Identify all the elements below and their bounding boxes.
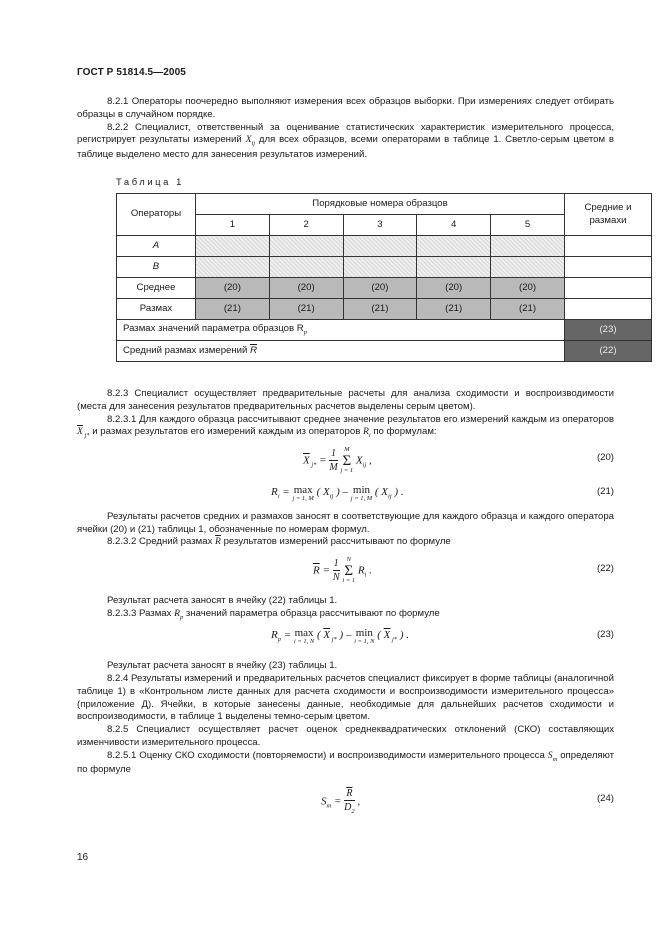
table-caption: Таблица 1: [116, 175, 184, 187]
paragraph-8-2-3: 8.2.3 Специалист осуществляет предварительные расчеты для анализа сходимости и воспроизводимости (места для занесения результатов предварительных расчетов выделены серым цветом).: [77, 388, 614, 412]
header-averages: Средние и размахи: [565, 194, 652, 236]
paragraph-8-2-4: 8.2.4 Результаты измерений и предварительных расчетов специалист фиксирует в форме таблицы (аналогичной таблице 1) в «Контрольном листе данных для расчета сходимости и воспроизводимости измерительного процесса» (приложение Д). Ячейки, в которые занесены данные, необходимые для дальнейших расчетов сходимости и воспроизводимости, в таблице 1 выделены темно-серым цветом.: [77, 673, 614, 723]
formula-24-number: (24): [596, 792, 614, 804]
formula-22-number: (22): [596, 563, 614, 575]
paragraph-8-2-2: 8.2.2 Специалист, ответственный за оценивание статистических характеристик измерительного процесса, регистрирует результаты измерений $X_{ij}$ для всех образцов, всеми операторами в таблице 1. Светло-серым цветом в таблице выделено место для занесения результатов измерений.: [77, 121, 615, 160]
cell-a-2: [269, 236, 343, 257]
paragraph-8-2-1: 8.2.1 Операторы поочередно выполняют измерения всех образцов выборки. При измерениях следует отбирать образцы в случайном порядке.: [77, 96, 614, 120]
paragraph-8-2-3-2: 8.2.3.2 Средний размах $\overline{R}$ результатов измерений рассчитывают по формуле: [107, 536, 451, 548]
paragraph-8-2-5-1: 8.2.5.1 Оценку СКО сходимости (повторяемости) и воспроизводимости измерительного процесса $S_m$ определяют по формуле: [77, 749, 614, 776]
range-cell-avg: [565, 299, 652, 320]
formula-22-expression: $\overline{R}$ = $\frac{1}{N}$ N Σ i = 1 $R_i$ .: [313, 556, 372, 585]
cell-b-1: [196, 257, 270, 278]
range-cell-4: (21): [417, 299, 491, 320]
symbol-sm: $S_m$: [547, 749, 558, 763]
rbar-value-cell: (22): [565, 341, 652, 362]
formula-20-number: (20): [596, 451, 614, 463]
document-header: ГОСТ Р 51814.5—2005: [77, 67, 186, 78]
formula-23: [77, 626, 614, 656]
page-content: [77, 92, 632, 831]
row-rp-label: Размах значений параметра образцов $R_p$: [117, 320, 565, 341]
paragraph-result-23: Результат расчета заносят в ячейку (23) таблицы 1.: [107, 660, 338, 672]
symbol-ri: $R_i$: [362, 426, 371, 440]
sample-num-4: 4: [417, 215, 491, 236]
symbol-xij: $X_{ij}$: [245, 134, 256, 148]
range-cell-2: (21): [269, 299, 343, 320]
cell-b-3: [343, 257, 417, 278]
range-cell-1: (21): [196, 299, 270, 320]
paragraph-8-2-5: 8.2.5 Специалист осуществляет расчет оценок среднеквадратических отклонений (СКО) составляющих изменчивости измерительного процесса.: [77, 724, 614, 748]
page-number: 16: [77, 852, 89, 863]
mean-cell-1: (20): [196, 278, 270, 299]
formula-20: [77, 445, 614, 479]
rp-value-cell: (23): [565, 320, 652, 341]
mean-cell-3: (20): [343, 278, 417, 299]
paragraph-result-22: Результат расчета заносят в ячейку (22) таблицы 1.: [107, 595, 338, 607]
cell-a-5: [491, 236, 565, 257]
sample-num-5: 5: [491, 215, 565, 236]
cell-a-1: [196, 236, 270, 257]
mean-cell-4: (20): [417, 278, 491, 299]
cell-b-5: [491, 257, 565, 278]
symbol-xbar-j: $\overline{X}$ $_{j*}$: [77, 426, 90, 440]
symbol-rp: $R_p$: [174, 607, 184, 621]
cell-a-4: [417, 236, 491, 257]
paragraph-8-2-3-1: 8.2.3.1 Для каждого образца рассчитывают среднее значение результатов его измерений каждым из операторов $\overline{X}$ $_{j*}$ и размах результатов его измерений каждым из операторов $R_i$ по формулам:: [77, 413, 614, 440]
cell-a-3: [343, 236, 417, 257]
paragraph-8-2-3-3: 8.2.3.3 Размах $R_p$ значений параметра образца рассчитывают по формуле: [107, 607, 440, 621]
sample-num-1: 1: [196, 215, 270, 236]
formula-21-number: (21): [596, 485, 614, 497]
paragraph-results-20-21: Результаты расчетов средних и размахов заносят в соответствующие для каждого образца и каждого оператора ячейки (20) и (21) таблицы 1, обозначенные по номерам формул.: [77, 510, 614, 535]
symbol-rbar: $\overline{R}$: [215, 536, 221, 548]
formula-20-expression: $\overline{X}$ $_{j*}$ = $\frac{1}{M}$ M Σ j = 1 $X_{ij}$ ,: [303, 446, 372, 474]
cell-b-4: [417, 257, 491, 278]
header-sample-numbers: Порядковые номера образцов: [196, 194, 565, 215]
formula-24-expression: $S_m$ = $\frac{\overline{R}}{D_2}$ ,: [321, 787, 361, 816]
range-cell-5: (21): [491, 299, 565, 320]
mean-cell-2: (20): [269, 278, 343, 299]
row-mean-label: Среднее: [117, 278, 196, 299]
cell-b-2: [269, 257, 343, 278]
mean-cell-5: (20): [491, 278, 565, 299]
measurement-table: [116, 193, 652, 362]
formula-21-expression: $R_i = \max$ j = 1, M ( $X_{ij}$ ) – min j = 1, M ( $X_{ij}$ ) .: [271, 483, 404, 502]
formula-22: [77, 553, 614, 591]
header-operators: Операторы: [117, 194, 196, 236]
operator-b: B: [117, 257, 196, 278]
range-cell-3: (21): [343, 299, 417, 320]
cell-a-avg: [565, 236, 652, 257]
sample-num-3: 3: [343, 215, 417, 236]
formula-21: [77, 483, 614, 507]
mean-cell-avg: [565, 278, 652, 299]
cell-b-avg: [565, 257, 652, 278]
row-range-label: Размах: [117, 299, 196, 320]
operator-a: A: [117, 236, 196, 257]
formula-23-expression: $R_p = \max$ i = 1, N ( $\overline{X}$ $_{j*}$ ) – min i = 1, N ( $\overline{X}$ $_{j*}$ ) .: [271, 627, 410, 646]
formula-23-number: (23): [596, 629, 614, 641]
formula-24: [77, 781, 614, 827]
row-rbar-label: Средний размах измерений $\overline{R}$: [117, 341, 565, 362]
sample-num-2: 2: [269, 215, 343, 236]
